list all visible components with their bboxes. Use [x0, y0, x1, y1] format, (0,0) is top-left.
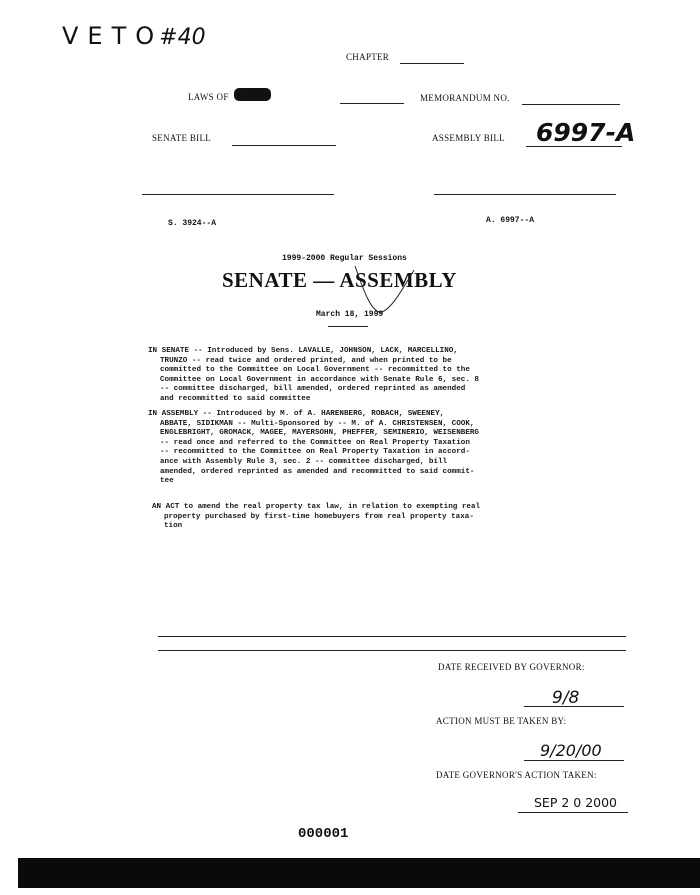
- act-line: AN ACT to amend the real property tax law, in relation to exempting real: [152, 503, 481, 511]
- veto-label: VETO: [62, 22, 164, 50]
- separator-line: [158, 650, 626, 651]
- assembly-bill-number: 6997-A: [536, 118, 636, 147]
- assembly-line: ENGLEBRIGHT, GROMACK, MAGEE, MAYERSOHN, PHEFFER, SEMINERIO, WEISENBERG: [160, 429, 479, 438]
- assembly-line: ance with Assembly Rule 3, sec. 2 -- committee discharged, bill: [160, 457, 448, 466]
- sessions-label: 1999-2000 Regular Sessions: [282, 254, 407, 263]
- page-number: 000001: [298, 826, 349, 842]
- senate-line: -- committee discharged, bill amended, ordered reprinted as amended: [160, 385, 466, 394]
- date-received-line: [524, 706, 624, 707]
- senate-line: TRUNZO -- read twice and ordered printed, and when printed to be: [160, 356, 452, 365]
- blank-line-right: [434, 194, 616, 195]
- senate-bill-label: SENATE BILL: [152, 133, 212, 143]
- senate-line: Committee on Local Government in accordance with Senate Rule 6, sec. 8: [160, 375, 479, 384]
- senate-bill-number: S. 3924--A: [168, 219, 217, 228]
- action-by-value: 9/20/00: [540, 741, 602, 760]
- assembly-line: IN ASSEMBLY -- Introduced by M. of A. HARENBERG, ROBACH, SWEENEY,: [148, 410, 445, 418]
- assembly-line: -- read once and referred to the Committee on Real Property Taxation: [160, 438, 470, 447]
- chapter-line: [400, 63, 464, 64]
- act-line: tion: [164, 522, 183, 531]
- laws-of-line: [340, 103, 404, 104]
- blank-line-left: [142, 194, 334, 195]
- veto-number: #40: [159, 25, 206, 50]
- senate-line: and recommitted to said committee: [160, 394, 311, 403]
- date-received-label: DATE RECEIVED BY GOVERNOR:: [438, 662, 585, 672]
- chapter-label: CHAPTER: [346, 52, 390, 62]
- separator-line: [158, 636, 626, 637]
- assembly-line: ABBATE, SIDIKMAN -- Multi-Sponsored by -- M. of A. CHRISTENSEN, COOK,: [160, 419, 475, 428]
- senate-bill-line: [232, 145, 336, 146]
- memorandum-label: MEMORANDUM NO.: [420, 93, 510, 103]
- assembly-bill-label: ASSEMBLY BILL: [432, 133, 505, 143]
- act-paragraph: [152, 503, 582, 532]
- date-received-value: 9/8: [552, 688, 580, 708]
- date-underline: [328, 326, 368, 327]
- action-taken-label: DATE GOVERNOR'S ACTION TAKEN:: [436, 770, 597, 780]
- assembly-line: -- recommitted to the Committee on Real Property Taxation in accord-: [160, 448, 470, 457]
- assembly-bill-line: [526, 146, 622, 147]
- page-heading: SENATE — ASSEMBLY: [222, 268, 457, 292]
- date-label: March 18, 1999: [316, 310, 384, 319]
- senate-line: IN SENATE -- Introduced by Sens. LAVALLE, JOHNSON, LACK, MARCELLINO,: [148, 347, 458, 355]
- assembly-line: amended, ordered reprinted as amended and recommitted to said commit-: [160, 467, 475, 476]
- veto-stamp: [62, 22, 206, 50]
- laws-of-year: 2000: [234, 88, 271, 101]
- assembly-paragraph: [148, 410, 578, 487]
- action-taken-line: [518, 812, 628, 813]
- senate-line: committed to the Committee on Local Government -- recommitted to the: [160, 366, 470, 375]
- scan-bar: [18, 858, 700, 888]
- action-taken-stamp: SEP 2 0 2000: [534, 795, 618, 810]
- memorandum-line: [522, 104, 620, 105]
- assembly-bill-number-typed: A. 6997--A: [486, 216, 535, 225]
- senate-paragraph: [148, 347, 578, 405]
- action-by-line: [524, 760, 624, 761]
- action-by-label: ACTION MUST BE TAKEN BY:: [436, 716, 567, 726]
- laws-of-label: LAWS OF: [188, 92, 229, 102]
- assembly-line: tee: [160, 477, 174, 486]
- act-line: property purchased by first-time homebuyers from real property taxa-: [164, 512, 474, 521]
